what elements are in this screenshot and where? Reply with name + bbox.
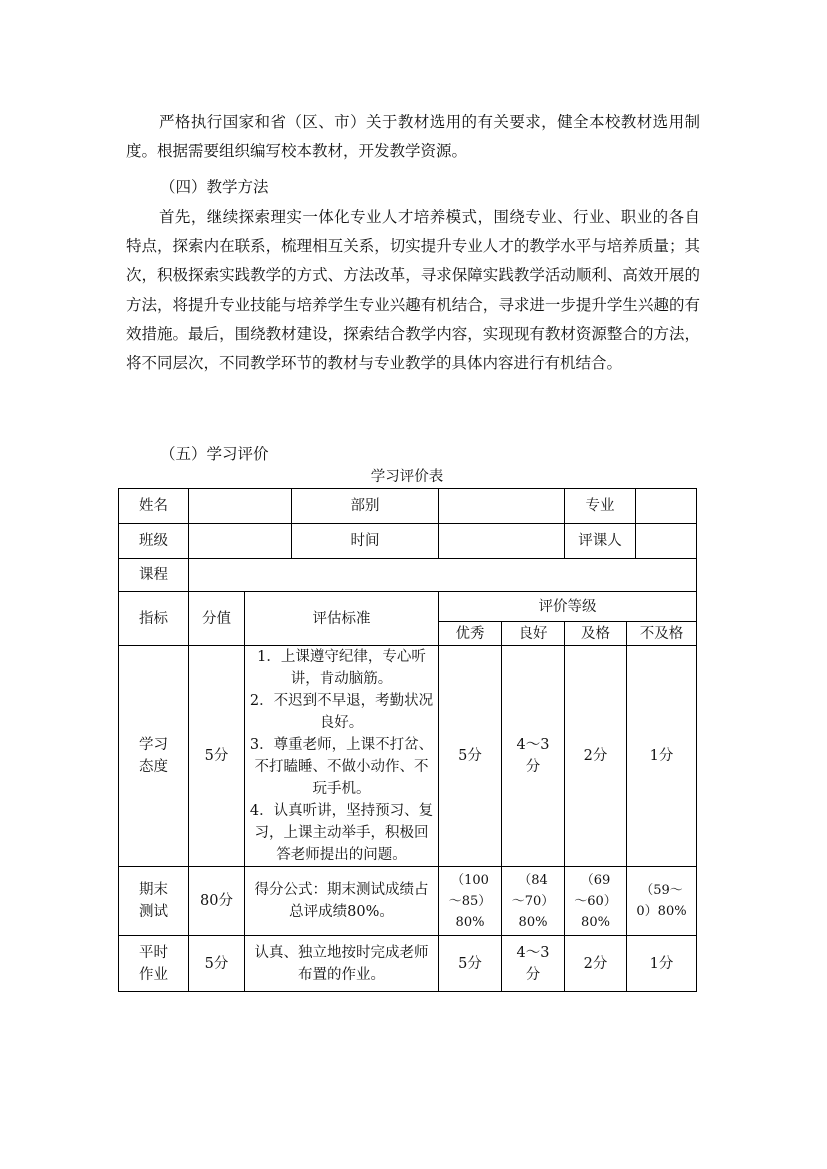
evaluation-table (118, 488, 697, 992)
label-class: 班级 (119, 524, 189, 559)
criteria-homework: 认真、独立地按时完成老师布置的作业。 (245, 936, 439, 992)
field-name-value (189, 489, 292, 523)
label-reviewer: 评课人 (565, 524, 636, 558)
good-attitude: 4～3 分 (502, 646, 565, 867)
label-major: 专业 (565, 489, 636, 523)
major-cell (565, 489, 697, 524)
pass-attitude: 2分 (565, 646, 627, 867)
criteria-item: 2．不迟到不早退，考勤状况良好。 (249, 693, 434, 731)
header-grade: 评价等级 (439, 592, 697, 622)
paragraph-textbook-selection: 严格执行国家和省（区、市）关于教材选用的有关要求，健全本校教材选用制度。根据需要组织编写校本教材，开发教学资源。 (126, 113, 700, 161)
criteria-item: 4．认真听讲，坚持预习、复习，上课主动举手，积极回答老师提出的问题。 (249, 803, 434, 863)
field-course-value (189, 559, 697, 592)
reviewer-cell (565, 524, 697, 559)
field-class-value (189, 524, 292, 558)
score-attitude: 5分 (189, 646, 245, 867)
fail-homework: 1分 (627, 936, 697, 992)
criteria-item: 3．尊重老师，上课不打岔、不打瞌睡、不做小动作、不玩手机。 (249, 737, 434, 797)
info-row-1 (119, 489, 697, 524)
label-dept: 部别 (350, 498, 380, 514)
fail-final-exam: （59～ 0）80% (627, 867, 697, 936)
label-time: 时间 (350, 533, 380, 549)
header-indicator: 指标 (119, 592, 189, 646)
header-criteria: 评估标准 (245, 592, 439, 646)
header-fail: 不及格 (627, 622, 697, 646)
row-homework (119, 936, 697, 992)
row-attitude (119, 646, 697, 867)
criteria-final-exam: 得分公式：期末测试成绩占总评成绩80%。 (245, 867, 439, 936)
indicator-final-exam: 期末 测试 (119, 867, 189, 936)
field-time-value (439, 524, 565, 559)
info-row-3 (119, 559, 697, 592)
indicator-attitude: 学习 态度 (119, 646, 189, 867)
score-final-exam: 80分 (189, 867, 245, 936)
header-excellent: 优秀 (439, 622, 502, 646)
field-dept-value (439, 489, 565, 524)
fail-attitude: 1分 (627, 646, 697, 867)
header-pass: 及格 (565, 622, 627, 646)
score-homework: 5分 (189, 936, 245, 992)
section-heading-teaching-methods: （四）教学方法 (160, 178, 269, 196)
field-name (189, 489, 439, 524)
header-row-1 (119, 592, 697, 622)
field-reviewer-value (636, 524, 696, 558)
header-score: 分值 (189, 592, 245, 646)
excellent-final-exam: （100 ～85） 80% (439, 867, 502, 936)
row-final-exam (119, 867, 697, 936)
good-final-exam: （84 ～70） 80% (502, 867, 565, 936)
table-caption: 学习评价表 (370, 469, 444, 485)
label-course: 课程 (119, 559, 189, 592)
label-name: 姓名 (119, 489, 189, 524)
excellent-attitude: 5分 (439, 646, 502, 867)
pass-homework: 2分 (565, 936, 627, 992)
excellent-homework: 5分 (439, 936, 502, 992)
criteria-attitude (245, 646, 439, 867)
criteria-item: 1．上课遵守纪律，专心听讲，肯动脑筋。 (257, 649, 426, 687)
pass-final-exam: （69 ～60） 80% (565, 867, 627, 936)
section-heading-learning-evaluation: （五）学习评价 (160, 445, 269, 463)
field-major-value (636, 489, 696, 523)
info-row-2 (119, 524, 697, 559)
field-class (189, 524, 439, 559)
header-good: 良好 (502, 622, 565, 646)
paragraph-teaching-methods: 首先，继续探索理实一体化专业人才培养模式，围绕专业、行业、职业的各自特点，探索内在联系，梳理相互关系，切实提升专业人才的教学水平与培养质量；其次，积极探索实践教学的方式、方法改革，寻求保障实践教学活动顺利、高效开展的方法，将提升专业技能与培养学生专业兴趣有机结合，寻求进一步提升学生兴趣的有效措施。最后，围绕教材建设，探索结合教学内容，实现现有教材资源整合的方法，将不同层次，不同教学环节的教材与专业教学的具体内容进行有机结合。 (126, 208, 700, 373)
indicator-homework: 平时 作业 (119, 936, 189, 992)
good-homework: 4～3 分 (502, 936, 565, 992)
